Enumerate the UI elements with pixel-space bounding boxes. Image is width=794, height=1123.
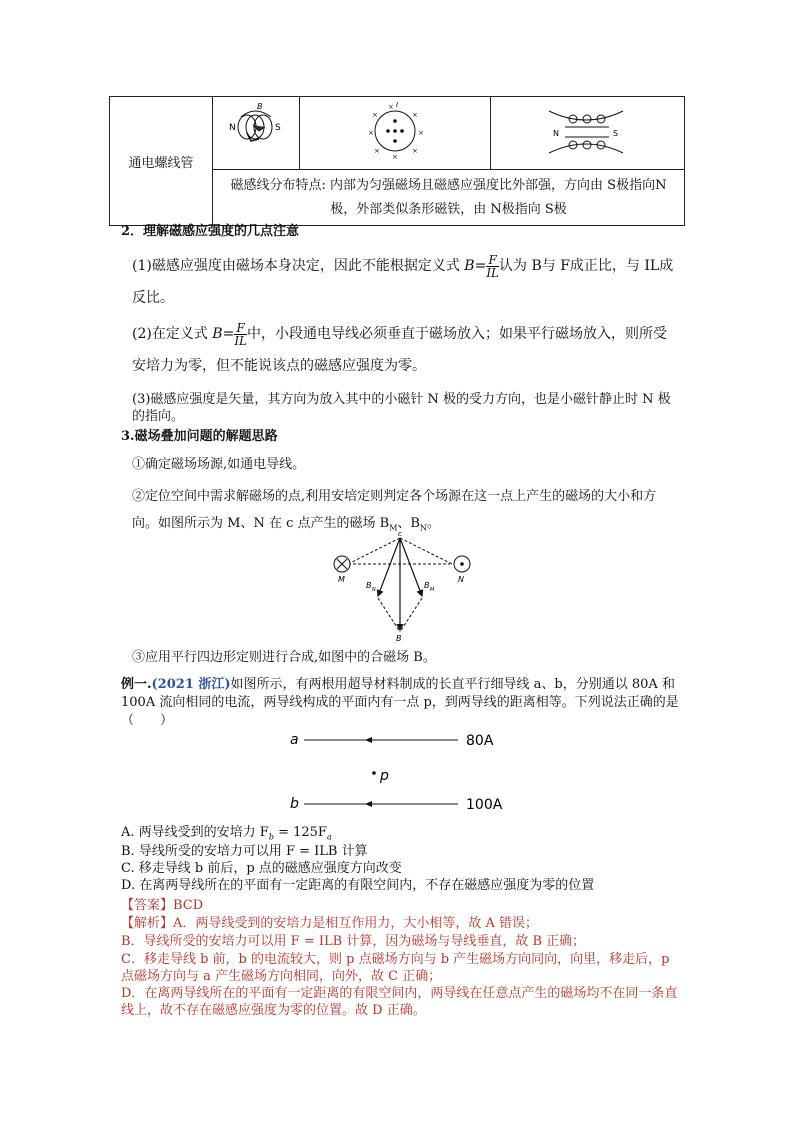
option-c: C. 移走导线 b 前后，p 点的磁感应强度方向改变 [121, 861, 402, 876]
option-a-text: A. 两导线受到的安培力 F [121, 825, 269, 840]
svg-text:×: × [418, 129, 424, 137]
fig-label-bm: B [424, 581, 430, 590]
option-b: B. 导线所受的安培力可以用 F = ILB 计算 [121, 844, 368, 859]
point-p-icon [372, 771, 376, 775]
options-list [121, 824, 681, 894]
analysis-line-b: B．导线所受的安培力可以用 F = ILB 计算，因为磁场与导线垂直，故 B 正确； [121, 934, 586, 949]
svg-text:×: × [368, 129, 374, 137]
fig1-b-label: B [257, 102, 263, 111]
side-view-figure [491, 97, 681, 165]
answer-label: 【答案】 [121, 898, 174, 913]
fig-label-b: B [396, 634, 402, 642]
option-a [121, 824, 681, 843]
side-view-cell [491, 97, 685, 170]
option-d: D. 在离两导线所在的平面有一定距离的有限空间内，不存在磁感应强度为零的位置 [121, 878, 595, 893]
p1-text-b: 认为 B与 F成正比，与 IL成反比。 [132, 258, 674, 306]
p2-text-b: 中，小段通电导线必须垂直于磁场放入；如果平行磁场放入，则所受安培力为零，但不能说该点的磁感应强度为零。 [132, 326, 668, 374]
solenoid-current-figure [213, 97, 299, 165]
step-1: ①确定磁场场源,如通电导线。 [132, 457, 306, 472]
analysis-block [121, 915, 681, 1019]
svg-text:×: × [392, 153, 398, 161]
svg-text:×: × [412, 147, 418, 155]
fig2-i-label: I [396, 101, 399, 109]
wire-b-label: b [290, 796, 299, 812]
answer-value: BCD [173, 898, 204, 913]
p1-text-a: (1)磁感应强度由磁场本身决定，因此不能根据定义式 [132, 258, 465, 274]
fig1-s-label: S [275, 123, 281, 133]
formula-numerator-2: F [234, 322, 247, 335]
example-stem-text: 如图所示，有两根用超导材料制成的长直平行细导线 a、b，分别通以 80A 和 100A 流向相同的电流，两导线构成的平面内有一点 p，到两导线的距离相等。下列说法正确的是（ ） [121, 677, 679, 728]
example-prefix: 例一. [121, 677, 152, 692]
option-a-tail: = 125F [273, 825, 327, 840]
formula-fraction-2 [234, 322, 247, 347]
row-label [110, 97, 213, 226]
fig1-n-label: N [229, 123, 236, 133]
field-line-description [213, 170, 685, 226]
section-2-heading: 2．理解磁感应强度的几点注意 [121, 224, 300, 239]
example-stem [121, 676, 681, 730]
wire-a-current: 80A [466, 733, 494, 749]
cross-section-cell [300, 97, 491, 170]
section-2-point-3: (3)磁感应强度是矢量，其方向为放入其中的小磁针 N 极的受力方向，也是小磁针静止时 N 极的指向。 [132, 392, 671, 424]
svg-text:×: × [412, 111, 418, 119]
row-label-text: 通电螺线管 [128, 155, 194, 171]
formula-lhs: B= [464, 258, 487, 274]
point-p-label: p [380, 768, 389, 784]
svg-text:×: × [374, 147, 380, 155]
step-2-sub-n: N [419, 523, 427, 533]
formula-denominator: IL [486, 265, 500, 280]
section-3-heading: 3.磁场叠加问题的解题思路 [121, 429, 278, 444]
fig-label-bn: B [366, 581, 372, 590]
fig3-s-label: S [613, 129, 619, 138]
fig-label-n: N [458, 575, 464, 584]
step-2-mid: 、B [397, 516, 420, 531]
superposition-figure [330, 530, 480, 642]
example-source: (2021 浙江) [151, 677, 231, 692]
formula-numerator: F [486, 254, 499, 267]
fig-label-m: M [338, 575, 345, 584]
step-2-end: 。 [426, 516, 440, 531]
analysis-label: 【解析】 [121, 916, 174, 931]
svg-text:×: × [372, 111, 378, 119]
wire-b-current: 100A [466, 797, 503, 813]
formula-fraction [486, 254, 499, 279]
parallel-wires-figure [280, 728, 520, 818]
formula-lhs-2: B= [212, 326, 235, 342]
fig-label-bm-sub: M [430, 587, 435, 593]
wire-a-label: a [290, 732, 299, 748]
option-a-sub-b: b [268, 832, 274, 842]
description-text: 磁感线分布特点: 内部为匀强磁场且磁感应强度比外部强，方向由 S极指向N极，外部类似条形磁铁，由 N极指向 S极 [230, 177, 667, 217]
analysis-line-a [121, 915, 681, 933]
step-3: ③应用平行四边形定则进行合成,如图中的合磁场 B。 [132, 650, 436, 665]
p2-text-a: (2)在定义式 [132, 326, 213, 342]
analysis-line-d: D．在离两导线所在的平面有一定距离的有限空间内，两导线在任意点产生的磁场均不在同一条直线上，故不存在磁感应强度为零的位置。故 D 正确。 [121, 986, 678, 1018]
fig-label-bn-sub: N [372, 587, 376, 593]
solenoid-figure-cell [213, 97, 300, 170]
fig3-n-label: N [553, 129, 559, 138]
fig-label-c: c [398, 530, 402, 538]
section-2-point-2 [132, 318, 680, 382]
formula-denominator-2: IL [234, 333, 248, 348]
cross-section-figure [300, 97, 490, 165]
option-a-sub-a: a [326, 832, 332, 842]
step-2-text: ②定位空间中需求解磁场的点,利用安培定则判定各个场源在这一点上产生的磁场的大小和方向。如图所示为 M、N 在 c 点产生的磁场 B [132, 489, 657, 531]
step-2-sub-m: M [389, 523, 398, 533]
answer-line [121, 897, 203, 914]
analysis-line-c: C．移走导线 b 前，b 的电流较大，则 p 点磁场方向与 b 产生磁场方向同向，向里，移走后，p 点磁场方向与 a 产生磁场方向相同，向外，故 C 正确； [121, 952, 670, 984]
section-2-point-1 [132, 250, 680, 314]
svg-text:×: × [388, 103, 394, 111]
solenoid-table [109, 96, 685, 226]
analysis-a-text: A．两导线受到的安培力是相互作用力，大小相等，故 A 错误； [173, 916, 539, 931]
